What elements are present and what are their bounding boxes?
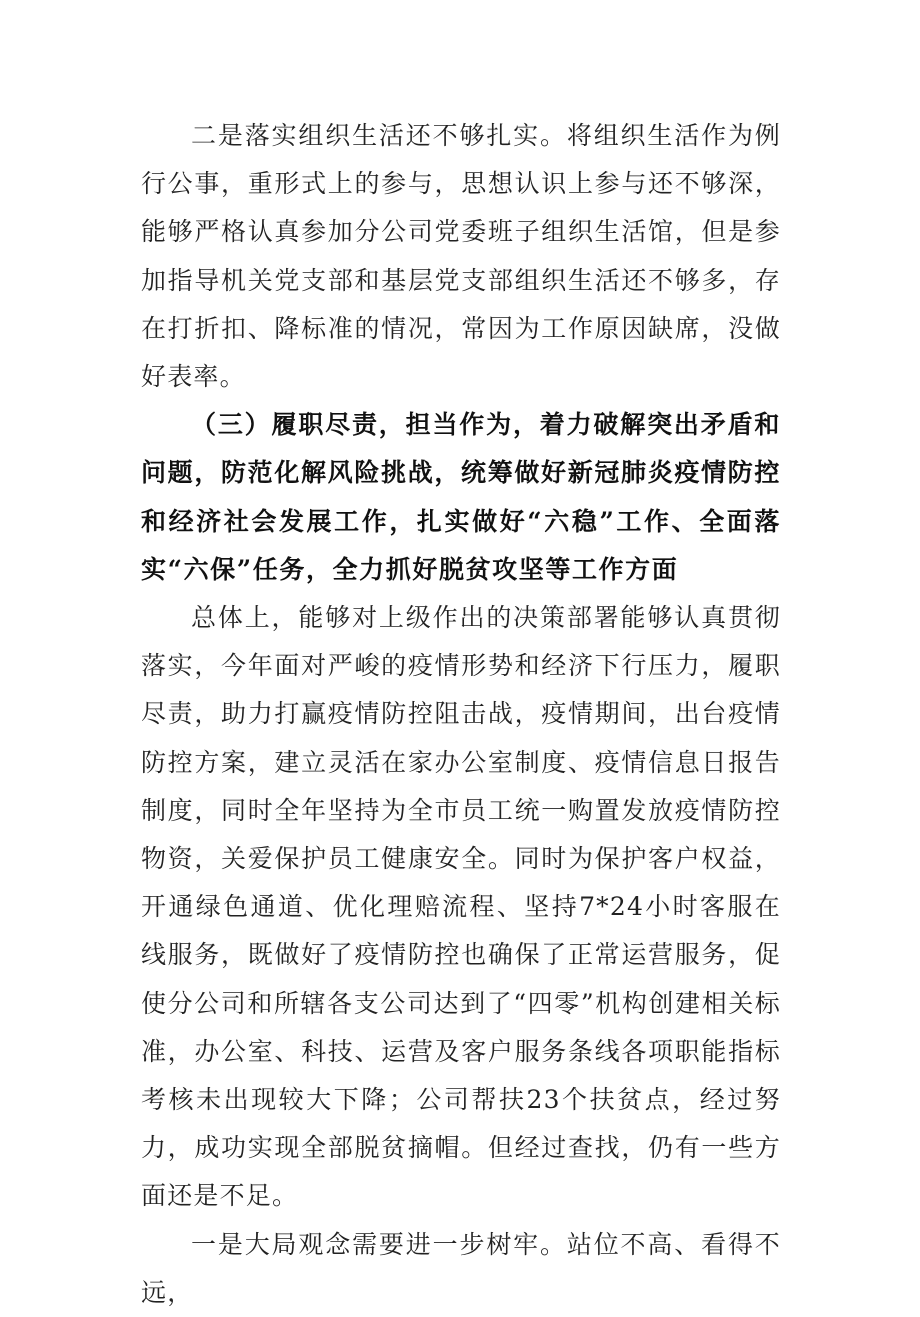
document-body — [141, 112, 781, 1317]
paragraph-overall-performance: 总体上，能够对上级作出的决策部署能够认真贯彻落实，今年面对严峻的疫情形势和经济下行压力，履职尽责，助力打赢疫情防控阻击战，疫情期间，出台疫情防控方案，建立灵活在家办公室制度、疫情信息日报告制度，同时全年坚持为全市员工统一购置发放疫情防控物资，关爱保护员工健康安全。同时为保护客户权益，开通绿色通道、优化理赔流程、坚持7*24小时客服在线服务，既做好了疫情防控也确保了正常运营服务，促使分公司和所辖各支公司达到了“四零”机构创建相关标准，办公室、科技、运营及客户服务条线各项职能指标考核未出现较大下降；公司帮扶23个扶贫点，经过努力，成功实现全部脱贫摘帽。但经过查找，仍有一些方面还是不足。 — [141, 603, 781, 1211]
section-heading-three: （三）履职尽责，担当作为，着力破解突出矛盾和问题，防范化解风险挑战，统筹做好新冠肺炎疫情防控和经济社会发展工作，扎实做好“六稳”工作、全面落实“六保”任务，全力抓好脱贫攻坚等工作方面 — [141, 410, 781, 584]
paragraph-big-picture: 一是大局观念需要进一步树牢。站位不高、看得不远， — [141, 1229, 781, 1307]
paragraph-organizational-life: 二是落实组织生活还不够扎实。将组织生活作为例行公事，重形式上的参与，思想认识上参与还不够深，能够严格认真参加分公司党委班子组织生活馆，但是参加指导机关党支部和基层党支部组织生活还不够多，存在打折扣、降标准的情况，常因为工作原因缺席，没做好表率。 — [141, 121, 781, 392]
